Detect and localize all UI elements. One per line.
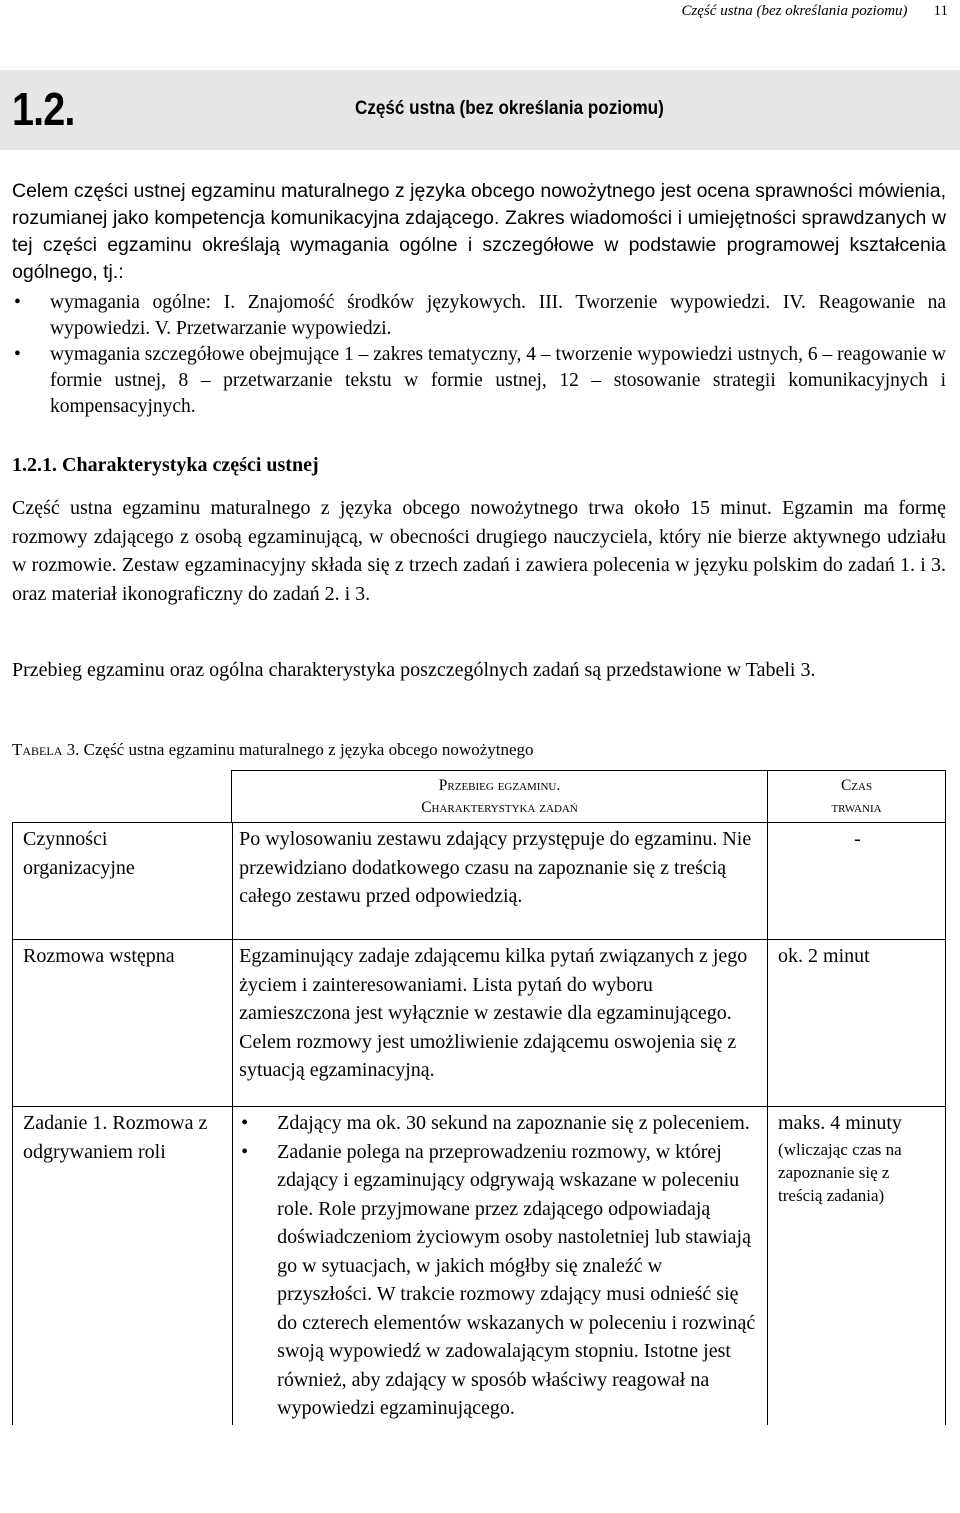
requirements-list — [12, 290, 946, 420]
requirement-general: wymagania ogólne: I. Znajomość środków językowych. III. Tworzenie wypowiedzi. IV. Reagowanie na wypowiedzi. V. Przetwarzanie wypowiedzi. — [50, 292, 946, 339]
table-caption — [12, 740, 534, 760]
time-cell — [768, 1107, 946, 1425]
table-row — [13, 823, 946, 940]
page-number: 11 — [933, 3, 948, 19]
time-cell: ok. 2 minut — [768, 940, 946, 1107]
table-header-description-line1: Przebieg egzaminu. — [438, 777, 561, 794]
intro-paragraph — [12, 178, 946, 286]
table-header-description — [231, 770, 768, 822]
stage-cell: Czynności organizacyjne — [13, 823, 233, 940]
bullet-icon: • — [241, 1112, 249, 1134]
section-title: Część ustna (bez określania poziomu) — [355, 98, 664, 119]
time-value: maks. 4 minuty — [778, 1112, 902, 1134]
table-header-time-line1: Czas — [840, 777, 873, 794]
stage-cell: Zadanie 1. Rozmowa z odgrywaniem roli — [13, 1107, 233, 1425]
task-bullet-text: Zdający ma ok. 30 sekund na zapoznanie się z poleceniem. — [277, 1112, 750, 1134]
subsection-paragraph-1: Część ustna egzaminu maturalnego z języka obcego nowożytnego trwa około 15 minut. Egzamin ma formę rozmowy zdającego z osobą egzaminującą, w obecności drugiego nauczyciela, który nie bierze aktywnego udziału w rozmowie. Zestaw egzaminacyjny składa się z trzech zadań i zawiera polecenia w języku polskim do zadań 1. i 3. oraz materiał ikonograficzny do zadań 2. i 3. — [12, 497, 946, 605]
subsection-paragraph-2: Przebieg egzaminu oraz ogólna charakterystyka poszczególnych zadań są przedstawione w Tabeli 3. — [12, 659, 816, 681]
running-header — [681, 0, 948, 22]
time-note: (wliczając czas na zapoznanie się z treścią zadania) — [778, 1139, 902, 1205]
list-item — [239, 1138, 759, 1423]
description-cell: Po wylosowaniu zestawu zdający przystępuje do egzaminu. Nie przewidziano dodatkowego czasu na zapoznanie się z treścią całego zestawu przed odpowiedzią. — [233, 823, 768, 940]
section-heading-bar — [0, 70, 960, 150]
subsection-heading: 1.2.1. Charakterystyka części ustnej — [12, 454, 319, 476]
bullet-icon: • — [14, 344, 21, 365]
table-header-description-line2: Charakterystyka zadań — [421, 799, 578, 816]
intro-text-a: Celem części ustnej egzaminu maturalnego z języka obcego nowożytnego jest ocena sprawności mówienia, rozumianej jako kompetencja komunikacyjna zdającego. — [12, 180, 946, 229]
section-number: 1.2. — [12, 83, 75, 135]
exam-table — [12, 822, 946, 1425]
bullet-icon: • — [241, 1140, 249, 1163]
table-caption-text: Część ustna egzaminu maturalnego z języka obcego nowożytnego — [79, 740, 534, 759]
task-bullet-text: Zadanie polega na przeprowadzeniu rozmowy, w której zdający i egzaminujący odgrywają wskazane w poleceniu role. Role przyjmowane przez zdającego odpowiadają doświadczeniom życiowym osoby nastoletniej lub stawiają go w sytuacjach, w jakich mógłby się znaleźć w przyszłości. W trakcie rozmowy zdający musi odnieść się do czterech elementów wskazanych w poleceniu i rozwinąć swoją wypowiedź w zadowalającym stopniu. Istotne jest również, aby zdający w sposób właściwy reagował na wypowiedzi egzaminującego. — [277, 1140, 756, 1419]
time-cell: - — [768, 823, 946, 940]
bullet-icon: • — [14, 292, 21, 313]
table-row — [13, 940, 946, 1107]
list-item — [12, 342, 946, 420]
table-header-time — [768, 770, 946, 822]
intro-text-b: Zakres wiadomości i umiejętności sprawdzanych w tej części egzaminu określają wymagania ogólne i szczegółowe w podstawie programowej kształcenia ogólnego, tj.: — [12, 207, 946, 283]
description-cell — [233, 1107, 768, 1425]
list-item — [239, 1109, 759, 1138]
list-item — [12, 290, 946, 342]
stage-cell: Rozmowa wstępna — [13, 940, 233, 1107]
running-title: Część ustna (bez określania poziomu) — [681, 3, 908, 19]
table-row — [13, 1107, 946, 1425]
table-header-time-line2: trwania — [831, 799, 882, 816]
requirement-detailed: wymagania szczegółowe obejmujące 1 – zakres tematyczny, 4 – tworzenie wypowiedzi ustnych, 6 – reagowanie w formie ustnej, 8 – przetwarzanie tekstu w formie ustnej, 12 – stosowanie strategii komunikacyjnych i kompensacyjnych. — [50, 344, 946, 417]
description-cell: Egzaminujący zadaje zdającemu kilka pytań związanych z jego życiem i zainteresowaniami. Lista pytań do wyboru zamieszczona jest wyłącznie w zestawie dla egzaminującego. Celem rozmowy jest umożliwienie zdającemu oswojenia się z sytuacją egzaminacyjną. — [233, 940, 768, 1107]
table-caption-label: Tabela 3. — [12, 740, 80, 759]
task-bullets — [239, 1109, 759, 1423]
